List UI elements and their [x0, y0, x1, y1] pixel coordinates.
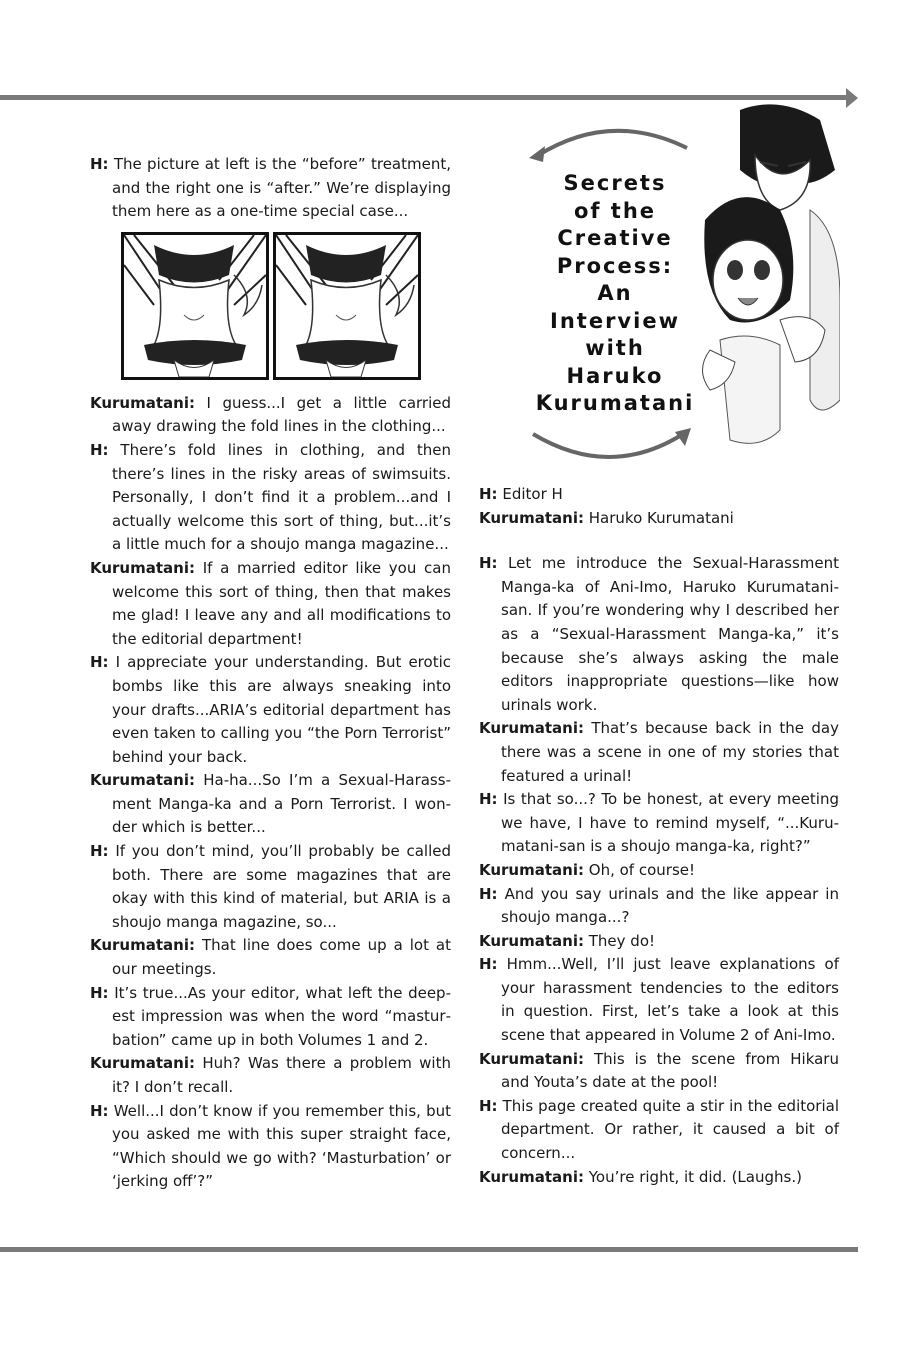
- dialogue-text: That’s because back in the day there was a scene in one of my stories that featured a urinal!: [501, 719, 839, 785]
- dialogue-text: This is the scene from Hikaru and Youta’s date at the pool!: [501, 1049, 839, 1092]
- speaker-label: H:: [90, 1101, 109, 1120]
- dialogue-entry: [479, 930, 839, 954]
- dialogue-text: You’re right, it did. (Laughs.): [588, 1167, 802, 1186]
- dialogue-text: If a married editor like you can welcome this sort of thing, then that makes me glad! I leave any and all modifications to the editorial department!: [112, 558, 451, 648]
- speaker-label: Kurumatani:: [479, 508, 584, 527]
- dialogue-entry: [90, 153, 451, 224]
- speaker-label: H:: [479, 884, 498, 903]
- curved-arrow-icon: [525, 420, 695, 465]
- dialogue-entry: [90, 1100, 451, 1194]
- dialogue-entry: [479, 1095, 839, 1166]
- cast-name: Editor H: [502, 485, 563, 503]
- manga-illustration: [700, 100, 840, 460]
- speaker-label: Kurumatani:: [479, 931, 584, 950]
- speaker-label: Kurumatani:: [479, 1049, 584, 1068]
- dialogue-entry: [479, 788, 839, 859]
- title-line: Process:: [556, 253, 674, 278]
- speaker-label: H:: [90, 983, 109, 1002]
- dialogue-text: That line does come up a lot at our meetings.: [112, 936, 451, 979]
- dialogue-text: Oh, of course!: [588, 860, 695, 879]
- cast-entry: [479, 483, 839, 507]
- dialogue-entry: [90, 934, 451, 981]
- title-line: with: [585, 336, 645, 360]
- bottom-rule: [0, 1247, 858, 1252]
- title-line: An: [597, 281, 633, 305]
- cast-name: Haruko Kurumatani: [588, 508, 734, 527]
- dialogue-text: There’s fold lines in clothing, and then there’s lines in the risky areas of swimsuits. Personally, I don’t find it a problem...and I actually welcome this sort of thing, but...it’s a little much for a shoujo manga magazine...: [112, 440, 451, 554]
- dialogue-text: Ha-ha...So I’m a Sexual-Harassment Manga-ka and a Porn Terrorist. I wonder which is better...: [112, 771, 451, 837]
- dialogue-text: Hmm...Well, I’ll just leave explanations of your harassment tendencies to the editors in question. First, let’s take a look at this scene that appeared in Volume 2 of Ani-Imo.: [501, 955, 839, 1045]
- dialogue-text: This page created quite a stir in the editorial department. Or rather, it caused a bit of concern...: [501, 1096, 839, 1163]
- dialogue-text: Let me introduce the Sexual-Harassment Manga-ka of Ani-Imo, Haruko Kurumatani-san. If you’re wondering why I described her as a “Sexual-Harassment Manga-ka,” it’s because she’s always asking the male editors inappropriate questions—like how urinals work.: [501, 554, 839, 714]
- before-image: [121, 232, 269, 380]
- title-line: Haruko: [566, 363, 664, 388]
- dialogue-entry: [90, 982, 451, 1053]
- dialogue-entry: [90, 557, 451, 651]
- spacer: [479, 530, 839, 552]
- right-column: [479, 483, 839, 1189]
- dialogue-text: It’s true...As your editor, what left the deepest impression was when the word “masturbation” came up in both Volumes 1 and 2.: [112, 983, 451, 1049]
- speaker-label: H:: [479, 790, 498, 809]
- title-line: Secrets: [563, 171, 667, 195]
- dialogue-entry: [90, 769, 451, 840]
- left-column: [90, 153, 451, 1194]
- dialogue-entry: [479, 1048, 839, 1095]
- dialogue-text: If you don’t mind, you’ll probably be called both. There are some magazines that are okay with this kind of material, but ARIA is a shoujo manga magazine, so...: [112, 842, 451, 931]
- dialogue-text: And you say urinals and the like appear in shoujo manga...?: [501, 884, 839, 927]
- speaker-label: H:: [479, 1096, 498, 1115]
- speaker-label: Kurumatani:: [90, 771, 195, 790]
- dialogue-entry: [90, 651, 451, 769]
- speaker-label: H:: [479, 485, 498, 503]
- title-line: Creative: [557, 226, 673, 250]
- dialogue-entry: [479, 552, 839, 717]
- speaker-label: Kurumatani:: [90, 393, 195, 412]
- title-line: of the: [573, 198, 657, 223]
- interview-title: [515, 170, 715, 418]
- dialogue-entry: [479, 717, 839, 788]
- title-line: Kurumatani: [535, 391, 695, 415]
- cast-entry: [479, 507, 839, 531]
- speaker-label: Kurumatani:: [90, 936, 195, 955]
- comparison-images: [121, 232, 451, 382]
- dialogue-entry: [479, 953, 839, 1047]
- dialogue-text: I guess...I get a little carried away drawing the fold lines in the clothing...: [112, 393, 451, 436]
- dialogue-text: Is that so...? To be honest, at every meeting we have, I have to remind myself, “...Kurumatani-san is a shoujo manga-ka, right?”: [501, 790, 839, 856]
- dialogue-text: I appreciate your understanding. But erotic bombs like this are always sneaking into your drafts...ARIA’s editorial department has even taken to calling you “the Porn Terrorist” behind your back.: [112, 653, 451, 766]
- title-line: Interview: [550, 308, 680, 333]
- arrow-icon: [846, 88, 858, 108]
- speaker-label: Kurumatani:: [479, 1167, 584, 1186]
- dialogue-entry: [90, 1052, 451, 1099]
- dialogue-entry: [90, 840, 451, 934]
- speaker-label: Kurumatani:: [90, 1054, 195, 1073]
- dialogue-entry: [90, 392, 451, 439]
- curved-arrow-icon: [525, 118, 695, 163]
- dialogue-text: Huh? Was there a problem with it? I don’t recall.: [112, 1054, 451, 1096]
- speaker-label: Kurumatani:: [479, 860, 584, 879]
- speaker-label: H:: [479, 554, 498, 573]
- speaker-label: H:: [479, 955, 498, 974]
- dialogue-entry: [479, 859, 839, 883]
- speaker-label: H:: [90, 653, 109, 672]
- dialogue-text: The picture at left is the “before” treatment, and the right one is “after.” We’re displaying them here as a one-time special case...: [112, 155, 451, 221]
- after-image: [273, 232, 421, 380]
- speaker-label: Kurumatani:: [479, 719, 584, 738]
- speaker-label: H:: [90, 155, 109, 173]
- dialogue-entry: [90, 439, 451, 557]
- speaker-label: Kurumatani:: [90, 558, 195, 577]
- dialogue-entry: [479, 883, 839, 930]
- speaker-label: H:: [90, 440, 109, 459]
- dialogue-entry: [479, 1166, 839, 1190]
- dialogue-text: Well...I don’t know if you remember this, but you asked me with this super straight face, “Which should we go with? ‘Masturbation’ or ‘jerking off’?”: [112, 1101, 451, 1191]
- speaker-label: H:: [90, 842, 109, 861]
- dialogue-text: They do!: [588, 931, 656, 950]
